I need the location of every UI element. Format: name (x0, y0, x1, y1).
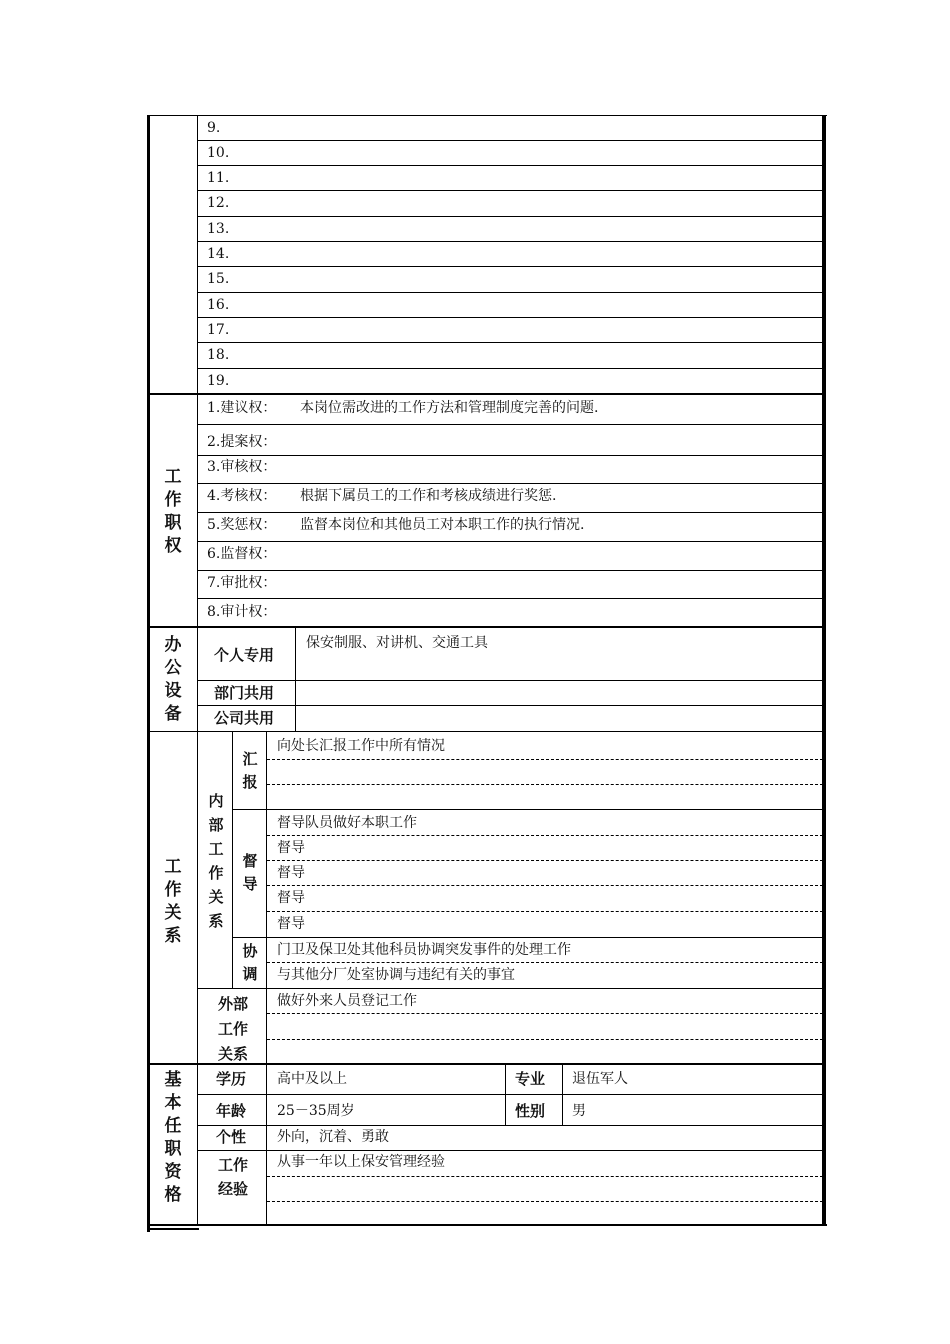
dashed-line (267, 784, 823, 785)
row-line (197, 512, 823, 513)
row-line (232, 937, 823, 938)
report-line: 向处长汇报工作中所有情况 (277, 738, 445, 754)
dashed-line (267, 1201, 823, 1202)
row-line (197, 266, 823, 267)
dashed-line (267, 1013, 823, 1014)
dashed-line (267, 759, 823, 760)
supervise-line: 督导队员做好本职工作 (277, 815, 417, 831)
numbered-row-label: 14. (207, 246, 230, 262)
numbered-row-label: 17. (207, 322, 230, 338)
numbered-row-label: 10. (207, 145, 230, 161)
table-bottom-border (147, 1224, 827, 1226)
major-label-left-divider (505, 1064, 506, 1126)
dashed-line (267, 835, 823, 836)
row-line (197, 570, 823, 571)
equipment-company-label: 公司共用 (214, 709, 275, 727)
authority-item-text: 监督本岗位和其他员工对本职工作的执行情况. (300, 517, 585, 533)
numbered-row-label: 11. (207, 170, 230, 186)
external-relations-label: 外部 工作 关系 (217, 995, 248, 1063)
experience-label: 工作 经验 (217, 1156, 248, 1198)
internal-relations-label: 内 部 工 作 关 系 (208, 792, 224, 930)
row-line (197, 541, 823, 542)
major-label: 专业 (515, 1070, 546, 1088)
numbered-row-label: 19. (207, 373, 230, 389)
row-line (197, 424, 823, 425)
table-bottom-stub (147, 1228, 199, 1230)
row-line (197, 598, 823, 599)
dashed-line (267, 1176, 823, 1177)
dashed-line (267, 1039, 823, 1040)
external-line: 做好外来人员登记工作 (277, 993, 417, 1009)
authority-item-label: 3.审核权： (207, 459, 277, 475)
row-line (197, 705, 823, 706)
equipment-personal-value: 保安制服、对讲机、交通工具 (306, 635, 488, 651)
authority-item-label: 8.审计权： (207, 604, 277, 620)
equipment-personal-label: 个人专用 (214, 646, 275, 664)
row-line (232, 809, 823, 810)
personality-value: 外向，沉着、勇敢 (277, 1129, 389, 1145)
supervise-label: 督 导 (242, 852, 258, 893)
row-line (197, 190, 823, 191)
supervise-line: 督导 (277, 890, 305, 906)
dashed-line (267, 860, 823, 861)
section-divider-qualifications (150, 1063, 823, 1065)
table-top-border (147, 115, 827, 116)
section-divider-authority (150, 393, 823, 395)
authority-item-label: 7.审批权： (207, 575, 277, 591)
row-line (197, 241, 823, 242)
internal-label-divider (232, 732, 233, 988)
dashed-line (267, 962, 823, 963)
numbered-row-label: 9. (207, 120, 221, 136)
supervise-line: 督导 (277, 840, 305, 856)
personality-label: 个性 (216, 1128, 247, 1146)
coordinate-line: 与其他分厂处室协调与违纪有关的事宜 (277, 967, 515, 983)
row-line (197, 1150, 823, 1151)
row-line (197, 317, 823, 318)
report-label: 汇 报 (242, 750, 258, 791)
gender-value: 男 (572, 1103, 586, 1119)
section-label-relations: 工 作 关 系 (164, 857, 182, 946)
authority-item-label: 6.监督权： (207, 546, 277, 562)
section-label-authority: 工 作 职 权 (164, 467, 182, 556)
age-value: 25－35周岁 (277, 1103, 355, 1119)
row-line (197, 140, 823, 141)
equipment-column-divider (295, 627, 296, 731)
supervise-line: 督导 (277, 916, 305, 932)
authority-item-text: 根据下属员工的工作和考核成绩进行奖惩. (300, 488, 557, 504)
coordinate-line: 门卫及保卫处其他科员协调突发事件的处理工作 (277, 942, 571, 958)
numbered-row-label: 13. (207, 221, 230, 237)
row-line (197, 216, 823, 217)
row-line (197, 483, 823, 484)
coordinate-label: 协 调 (242, 942, 258, 983)
row-line (197, 368, 823, 369)
label-column-divider (197, 115, 198, 1225)
experience-value: 从事一年以上保安管理经验 (277, 1154, 445, 1170)
row-line (197, 680, 823, 681)
table-right-border (822, 115, 826, 1225)
row-line (197, 165, 823, 166)
education-label: 学历 (216, 1070, 247, 1088)
row-line (197, 455, 823, 456)
row-line (197, 1125, 823, 1126)
supervise-line: 督导 (277, 865, 305, 881)
dashed-line (267, 885, 823, 886)
authority-item-label: 1.建议权： (207, 400, 277, 416)
equipment-dept-label: 部门共用 (214, 684, 275, 702)
education-value: 高中及以上 (277, 1071, 347, 1087)
major-label-right-divider (562, 1064, 563, 1126)
authority-item-label: 5.奖惩权： (207, 517, 277, 533)
row-line (197, 342, 823, 343)
section-label-equipment: 办 公 设 备 (164, 635, 182, 724)
section-divider-equipment (150, 626, 823, 628)
age-label: 年龄 (216, 1102, 247, 1120)
authority-item-label: 2.提案权： (207, 434, 277, 450)
row-line (197, 988, 823, 989)
gender-label: 性别 (515, 1102, 546, 1120)
major-value: 退伍军人 (572, 1071, 628, 1087)
section-divider-relations (150, 731, 823, 732)
numbered-row-label: 18. (207, 347, 230, 363)
numbered-row-label: 12. (207, 195, 230, 211)
authority-item-text: 本岗位需改进的工作方法和管理制度完善的问题. (300, 400, 599, 416)
section-label-qualifications: 基 本 任 职 资 格 (164, 1070, 182, 1205)
dashed-line (267, 911, 823, 912)
numbered-row-label: 16. (207, 297, 230, 313)
authority-item-label: 4.考核权： (207, 488, 277, 504)
numbered-row-label: 15. (207, 271, 230, 287)
row-line (197, 1094, 823, 1095)
row-line (197, 292, 823, 293)
